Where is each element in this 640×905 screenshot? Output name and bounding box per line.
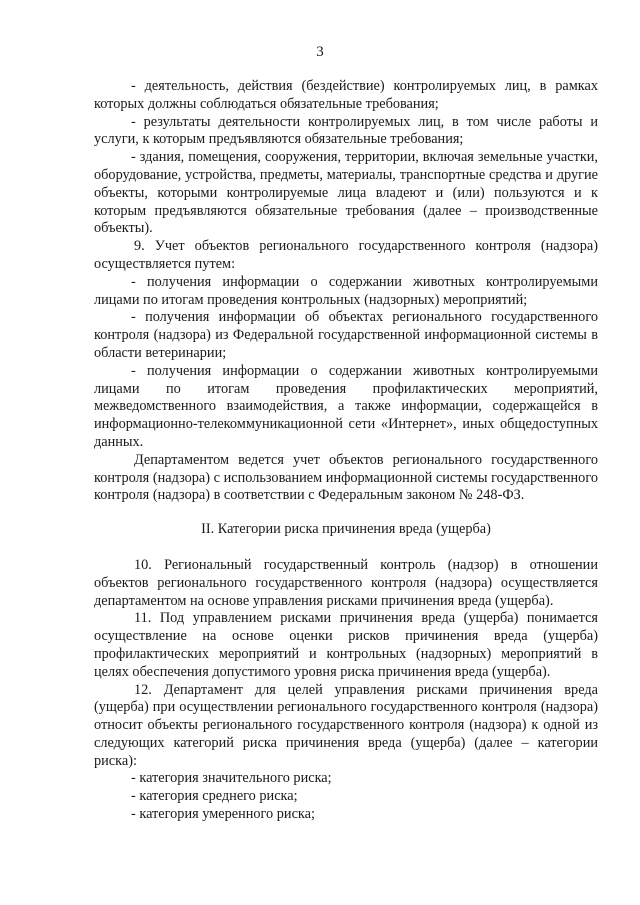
paragraph: 9. Учет объектов регионального государственного контроля (надзора) осуществляется путем: xyxy=(94,238,598,272)
paragraph: 11. Под управлением рисками причинения вреда (ущерба) понимается осуществление на основе оценки рисков причинения вреда (ущерба) профилактических мероприятий и контрольных (надзорных) мероприятий в целях обеспечения допустимого уровня риска причинения вреда (ущерба). xyxy=(94,610,598,680)
list-item: - категория умеренного риска; xyxy=(131,806,315,823)
paragraph: Департаментом ведется учет объектов регионального государственного контроля (надзора) с использованием информационной системы государственного контроля (надзора) в соответствии с Федеральным законом № 248-ФЗ. xyxy=(94,451,598,504)
paragraph: - результаты деятельности контролируемых лиц, в том числе работы и услуги, к которым предъявляются обязательные требования; xyxy=(94,113,598,148)
list-item: - категория значительного риска; xyxy=(131,770,332,787)
paragraph: - получения информации о содержании животных контролируемыми лицами по итогам проведения контрольных (надзорных) мероприятий; xyxy=(94,273,598,308)
section-heading: II. Категории риска причинения вреда (ущерба) xyxy=(201,521,491,538)
paragraph: 12. Департамент для целей управления рисками причинения вреда (ущерба) при осуществлении регионального государственного контроля (надзора) относит объекты регионального государственного контроля (надзора) к одной из следующих категорий риска причинения вреда (ущерба) (далее – категории риска): xyxy=(94,681,598,769)
paragraph: - получения информации о содержании животных контролируемыми лицами по итогам проведения профилактических мероприятий, межведомственного взаимодействия, а также информации, содержащейся в информационно-телекоммуникационной сети «Интернет», иных общедоступных данных. xyxy=(94,362,598,450)
list-item: - категория среднего риска; xyxy=(131,788,298,805)
document-body xyxy=(94,78,598,824)
page-number: 3 xyxy=(316,44,324,60)
paragraph: - деятельность, действия (бездействие) контролируемых лиц, в рамках которых должны соблюдаться обязательные требования; xyxy=(94,78,598,112)
paragraph: - получения информации об объектах регионального государственного контроля (надзора) из Федеральной государственной информационной системы в области ветеринарии; xyxy=(94,309,598,361)
paragraph: - здания, помещения, сооружения, территории, включая земельные участки, оборудование, устройства, предметы, материалы, транспортные средства и другие объекты, которыми контролируемые лица владеют и (или) пользуются и к которым предъявляются обязательные требования (далее – производственные объекты). xyxy=(94,149,598,237)
paragraph: 10. Региональный государственный контроль (надзор) в отношении объектов регионального государственного контроля (надзора) осуществляется департаментом на основе управления рисками причинения вреда (ущерба). xyxy=(94,556,598,609)
